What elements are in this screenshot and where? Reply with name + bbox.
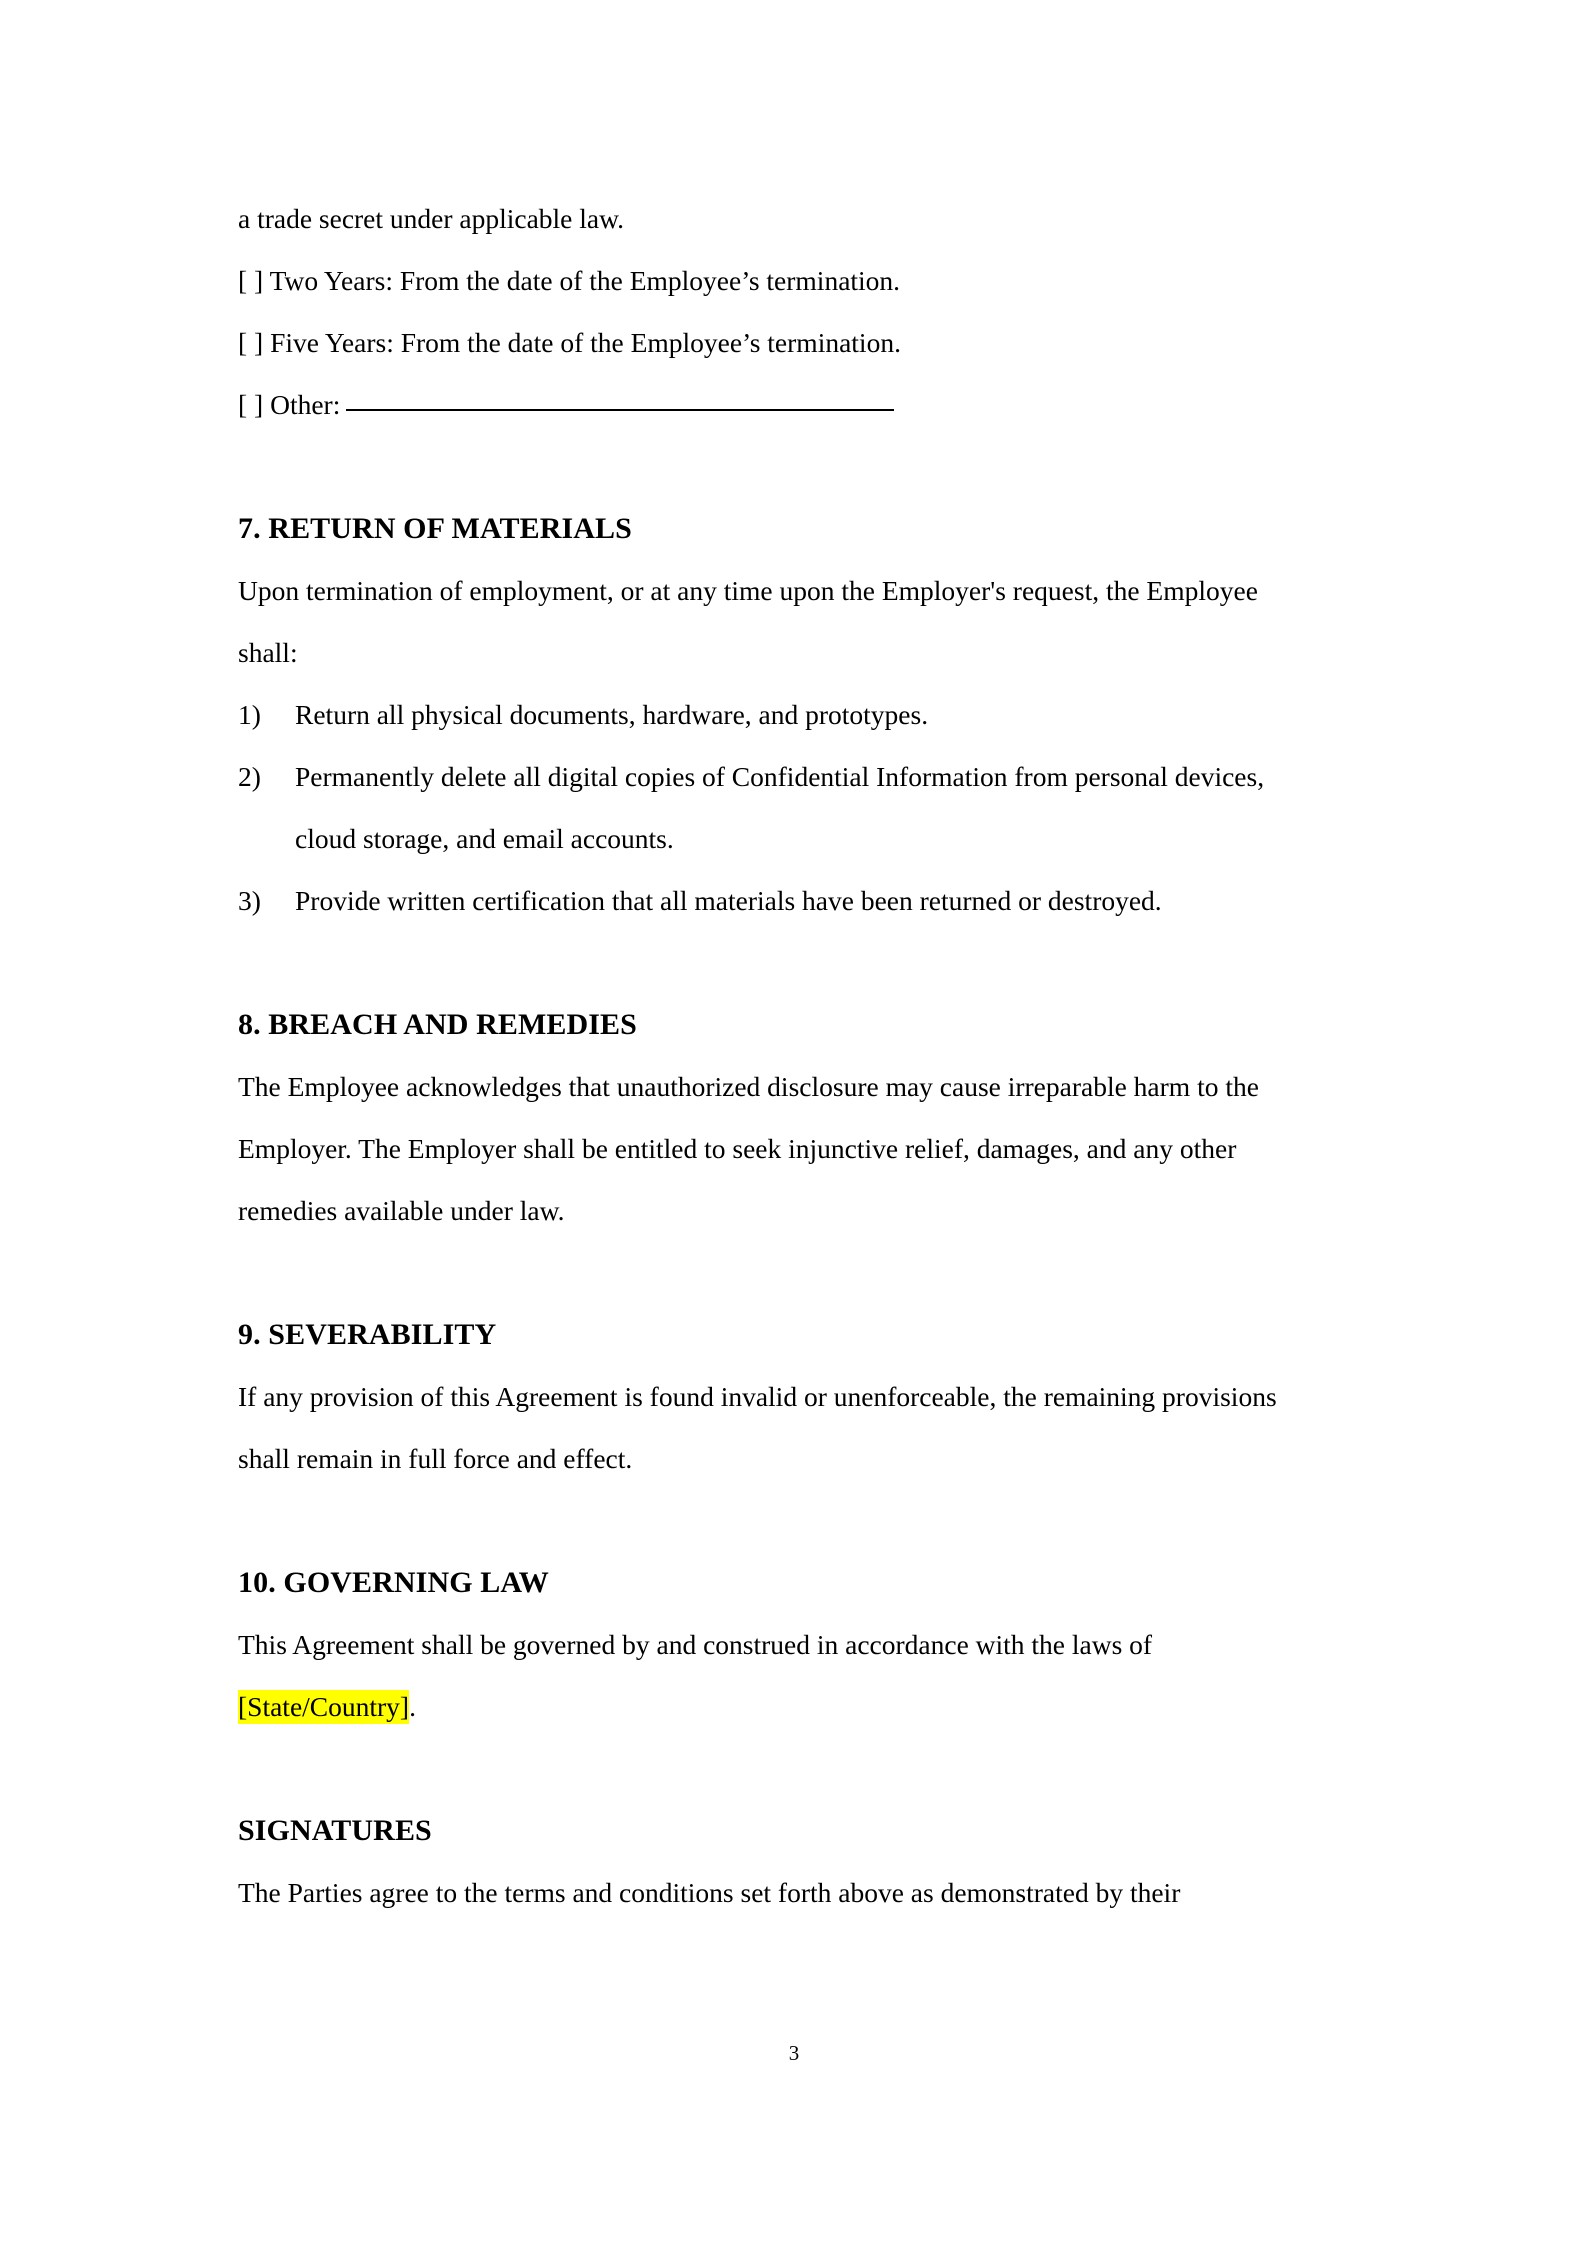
return-of-materials-list xyxy=(238,684,1316,932)
section-heading-severability: 9. SEVERABILITY xyxy=(238,1318,497,1351)
list-item xyxy=(238,870,1316,932)
section-gap xyxy=(238,1738,1316,1800)
section-paragraph-signatures: The Parties agree to the terms and conditions set forth above as demonstrated by their xyxy=(238,1877,1181,1908)
section-paragraph-return-of-materials: Upon termination of employment, or at any time upon the Employer's request, the Employee shall: xyxy=(238,575,1258,668)
page-number: 3 xyxy=(788,2041,800,2065)
list-item-text: Permanently delete all digital copies of Confidential Information from personal devices, cloud storage, and email accounts. xyxy=(295,761,1265,854)
governing-law-trailing-text: . xyxy=(409,1691,416,1722)
section-gap xyxy=(238,1490,1316,1552)
list-marker: 3) xyxy=(238,885,261,916)
section-heading-signatures: SIGNATURES xyxy=(238,1814,432,1847)
document-body xyxy=(238,188,1316,1924)
section-gap xyxy=(238,932,1316,994)
fill-in-blank-rule[interactable] xyxy=(346,409,894,411)
section-paragraph-severability: If any provision of this Agreement is found invalid or unenforceable, the remaining provisions shall remain in full force and effect. xyxy=(238,1381,1277,1474)
list-item-text: Provide written certification that all materials have been returned or destroyed. xyxy=(295,885,1162,916)
list-item xyxy=(238,746,1316,870)
section-heading-breach-and-remedies: 8. BREACH AND REMEDIES xyxy=(238,1008,637,1041)
section-gap xyxy=(238,436,1316,498)
term-option-label: Other: xyxy=(270,389,341,420)
term-option-label: Five Years: From the date of the Employee’s termination. xyxy=(270,327,901,358)
list-marker: 2) xyxy=(238,761,261,792)
term-option-label: Two Years: From the date of the Employee’s termination. xyxy=(269,265,901,296)
list-marker: 1) xyxy=(238,699,261,730)
term-option-five-years xyxy=(238,312,1316,374)
checkbox-glyph[interactable]: [ ] xyxy=(238,327,264,358)
governing-law-lead-text: This Agreement shall be governed by and construed in accordance with the laws of xyxy=(238,1629,1153,1660)
section-heading-return-of-materials: 7. RETURN OF MATERIALS xyxy=(238,512,632,545)
checkbox-glyph[interactable]: [ ] xyxy=(238,265,264,296)
term-option-two-years xyxy=(238,250,1316,312)
section-gap xyxy=(238,1242,1316,1304)
intro-paragraph: a trade secret under applicable law. xyxy=(238,203,625,234)
list-item xyxy=(238,684,1316,746)
list-item-text: Return all physical documents, hardware, and prototypes. xyxy=(295,699,929,730)
section-paragraph-governing-law xyxy=(238,1614,1316,1738)
section-heading-governing-law: 10. GOVERNING LAW xyxy=(238,1566,549,1599)
section-paragraph-breach-and-remedies: The Employee acknowledges that unauthorized disclosure may cause irreparable harm to the Employer. The Employer shall be entitled to seek injunctive relief, damages, and any other remedies available under law. xyxy=(238,1071,1259,1226)
term-option-other xyxy=(238,374,1316,436)
checkbox-glyph[interactable]: [ ] xyxy=(238,389,264,420)
highlighted-placeholder: [State/Country] xyxy=(238,1691,410,1722)
